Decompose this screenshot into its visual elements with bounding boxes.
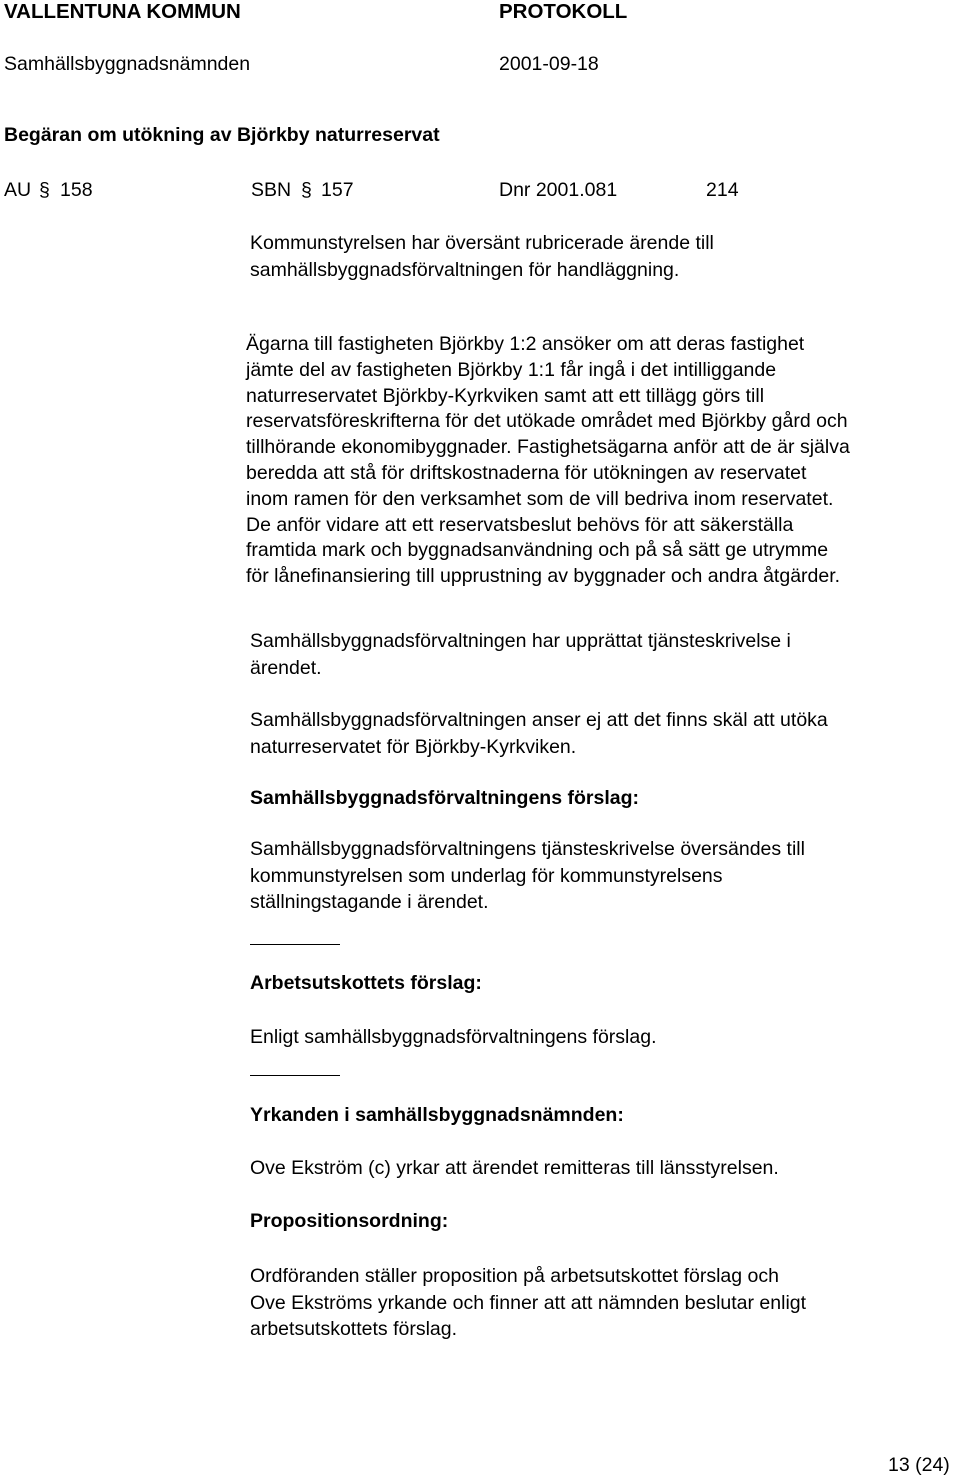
- opinion-paragraph: [250, 707, 828, 760]
- application-paragraph: [246, 332, 850, 590]
- municipality-name: VALLENTUNA KOMMUN: [4, 0, 241, 23]
- order-paragraph: [250, 1263, 806, 1343]
- text-line: beredda att stå för driftskostnaderna för utökningen av reservatet: [246, 461, 807, 484]
- sbn-label: SBN: [251, 179, 292, 201]
- section-icon: §: [39, 179, 50, 201]
- text-line: reservatsföreskrifterna för det utökade området med Björkby gård och: [246, 410, 848, 433]
- text-line: inom ramen för den verksamhet som de vill bedriva inom reservatet.: [246, 487, 834, 510]
- board-name: Samhällsbyggnadsnämnden: [4, 53, 251, 75]
- text-line: Samhällsbyggnadsförvaltningen har upprättat tjänsteskrivelse i: [250, 630, 791, 652]
- text-line: Ordföranden ställer proposition på arbetsutskottet förslag och: [250, 1265, 779, 1287]
- text-line: ärendet.: [250, 656, 322, 679]
- report-paragraph: [250, 628, 791, 681]
- text-line: Ove Ekströms yrkande och finner att att nämnden beslutar enligt: [250, 1291, 807, 1314]
- text-line: De anför vidare att ett reservatsbeslut behövs för att säkerställa: [246, 513, 794, 536]
- au-number: 158: [60, 179, 93, 201]
- reference-row: [4, 179, 93, 202]
- sbn-reference: [251, 179, 354, 202]
- text-line: kommunstyrelsen som underlag för kommunstyrelsens: [250, 864, 723, 887]
- order-heading: Propositionsordning:: [250, 1210, 449, 1232]
- text-line: ställningstagande i ärendet.: [250, 891, 489, 913]
- au-proposal-text: Enligt samhällsbyggnadsförvaltningens förslag.: [250, 1026, 657, 1048]
- case-title: Begäran om utökning av Björkby naturreservat: [4, 124, 440, 146]
- au-label: AU: [4, 179, 32, 201]
- text-line: naturreservatet för Björkby-Kyrkviken.: [250, 735, 577, 758]
- separator-rule: [250, 944, 340, 945]
- diary-number: Dnr 2001.081: [499, 179, 618, 201]
- text-line: Samhällsbyggnadsförvaltningen anser ej att det finns skäl att utöka: [250, 709, 828, 731]
- document-type: PROTOKOLL: [499, 0, 628, 23]
- separator-rule: [250, 1075, 340, 1076]
- meeting-date: 2001-09-18: [499, 53, 599, 75]
- text-line: Ägarna till fastigheten Björkby 1:2 ansöker om att deras fastighet: [246, 333, 805, 355]
- text-line: tillhörande ekonomibyggnader. Fastighetsägarna anför att de är själva: [246, 436, 850, 459]
- text-line: Samhällsbyggnadsförvaltningens tjänsteskrivelse översändes till: [250, 838, 805, 860]
- intro-paragraph: [250, 230, 714, 283]
- text-line: jämte del av fastigheten Björkby 1:1 får ingå i det intilliggande: [246, 358, 777, 381]
- au-proposal-heading: Arbetsutskottets förslag:: [250, 972, 482, 994]
- page-number: 13 (24): [888, 1454, 950, 1476]
- case-code: 214: [706, 179, 739, 201]
- text-line: arbetsutskottets förslag.: [250, 1318, 458, 1340]
- text-line: naturreservatet Björkby-Kyrkviken samt att ett tillägg görs till: [246, 384, 765, 407]
- text-line: framtida mark och byggnadsanvändning och på så sätt ge utrymme: [246, 539, 829, 562]
- text-line: samhällsbyggnadsförvaltningen för handläggning.: [250, 258, 680, 281]
- proposal-paragraph: [250, 836, 805, 916]
- sbn-number: 157: [321, 179, 354, 201]
- proposal-heading: Samhällsbyggnadsförvaltningens förslag:: [250, 787, 639, 809]
- text-line: Kommunstyrelsen har översänt rubricerade ärende till: [250, 232, 714, 254]
- claims-text: Ove Ekström (c) yrkar att ärendet remitteras till länsstyrelsen.: [250, 1157, 779, 1179]
- text-line: för lånefinansiering till upprustning av byggnader och andra åtgärder.: [246, 565, 841, 588]
- section-icon: §: [301, 179, 312, 201]
- claims-heading: Yrkanden i samhällsbyggnadsnämnden:: [250, 1104, 624, 1126]
